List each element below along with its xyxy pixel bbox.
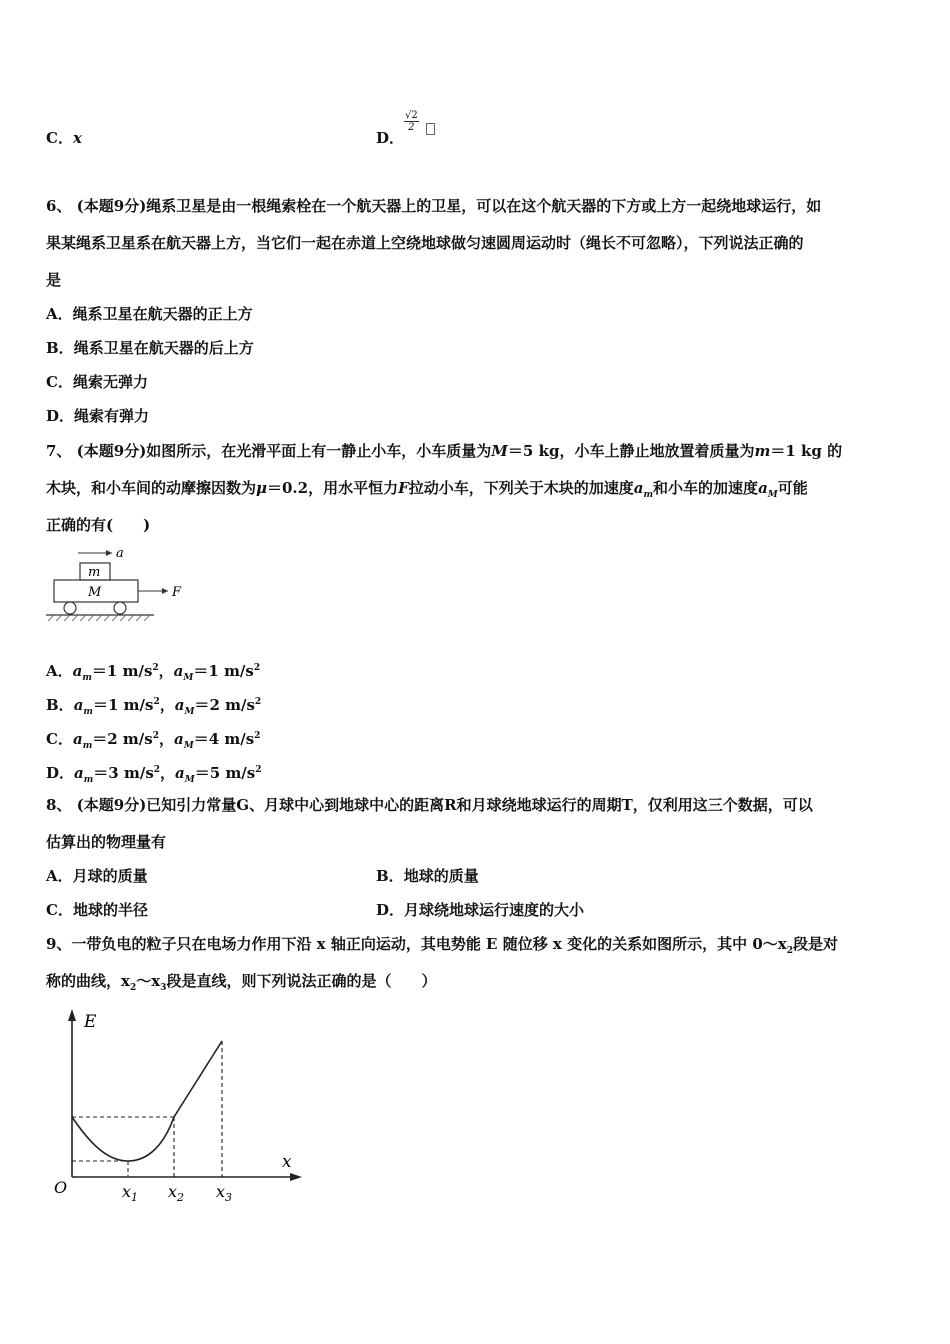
- q6-stem-line1: 6、 (本题9分)绳系卫星是由一根绳索栓在一个航天器上的卫星，可以在这个航天器的下方或上方一起绕地球运行，如: [46, 197, 822, 215]
- q7-option-b: B．$a_m=1$ $m/s^2$，$a_M=2$ $m/s^2$: [46, 696, 262, 717]
- q5-option-c: C．x: [46, 129, 82, 147]
- q8-stem-line2: 估算出的物理量有: [46, 833, 167, 851]
- q7-stem-line3: 正确的有( ): [46, 516, 151, 534]
- q9-energy-graph: [46, 1005, 316, 1215]
- q9-stem-line1: 9、一带负电的粒子只在电场力作用下沿 x 轴正向运动，其电势能 E 随位移 x 变化的关系如图所示，其中 $0\sim x_2$段是对: [46, 935, 838, 956]
- q8-option-c: C．地球的半径: [46, 901, 148, 919]
- q7-option-c: C．$a_m=2$ $m/s^2$，$a_M=4$ $m/s^2$: [46, 730, 261, 751]
- q6-option-d: D．绳索有弹力: [46, 407, 150, 425]
- origin-label: O: [54, 1178, 68, 1197]
- label-M: M: [88, 585, 102, 600]
- q7-stem-line2: 木块，和小车间的动摩擦因数为μ＝0.2，用水平恒力F拉动小车，下列关于木块的加速度$a_m$和小车的加速度$a_M$可能: [46, 479, 808, 500]
- dashed-guides: [72, 1041, 222, 1177]
- tick-x3: $x_3$: [216, 1182, 233, 1204]
- q8-option-d: D．月球绕地球运行速度的大小: [376, 901, 585, 919]
- tick-x2: $x_2$: [168, 1182, 185, 1204]
- label-a: a: [116, 546, 124, 561]
- label-F: F: [172, 585, 182, 600]
- energy-curve: [72, 1041, 222, 1161]
- q6-stem-line2: 果某绳系卫星系在航天器上方，当它们一起在赤道上空绕地球做匀速圆周运动时（绳长不可忽略），下列说法正确的: [46, 234, 804, 252]
- x-axis-arrow: [290, 1173, 302, 1181]
- q8-stem-line1: 8、 (本题9分)已知引力常量G、月球中心到地球中心的距离R和月球绕地球运行的周期T，仅利用这三个数据，可以: [46, 796, 813, 814]
- label-m: m: [88, 565, 101, 580]
- missing-glyph-box: [426, 120, 435, 138]
- q6-option-a: A．绳系卫星在航天器的正上方: [46, 305, 253, 323]
- q7-option-d: D．$a_m=3$ $m/s^2$，$a_M=5$ $m/s^2$: [46, 764, 262, 785]
- wheel-left: [64, 602, 76, 614]
- y-axis-arrow: [68, 1009, 76, 1021]
- wheel-right: [114, 602, 126, 614]
- q7-option-a: A．$a_m=1$ $m/s^2$，$a_M=1$ $m/s^2$: [46, 662, 261, 683]
- tick-x1: $x_1$: [122, 1182, 139, 1204]
- ground-hatch: [48, 615, 150, 621]
- q6-option-b: B．绳系卫星在航天器的后上方: [46, 339, 254, 357]
- q6-option-c: C．绳索无弹力: [46, 373, 148, 391]
- q7-stem-line1: 7、 (本题9分)如图所示，在光滑平面上有一静止小车，小车质量为M＝5 kg，小车上静止地放置着质量为m＝1 kg 的: [46, 442, 843, 460]
- y-axis-label: E: [84, 1012, 97, 1032]
- q8-option-b: B．地球的质量: [376, 867, 479, 885]
- x-axis-label: x: [282, 1152, 292, 1172]
- q5-option-d-fraction: $\frac{√2}{2}$: [405, 110, 418, 133]
- q6-stem-line3: 是: [46, 271, 62, 289]
- q7-cart-figure: [44, 542, 194, 628]
- q9-stem-line2: 称的曲线，$x_2\sim x_3$段是直线，则下列说法正确的是（ ）: [46, 972, 437, 993]
- q5-option-d: D．: [376, 129, 405, 147]
- q8-option-a: A．月球的质量: [46, 867, 148, 885]
